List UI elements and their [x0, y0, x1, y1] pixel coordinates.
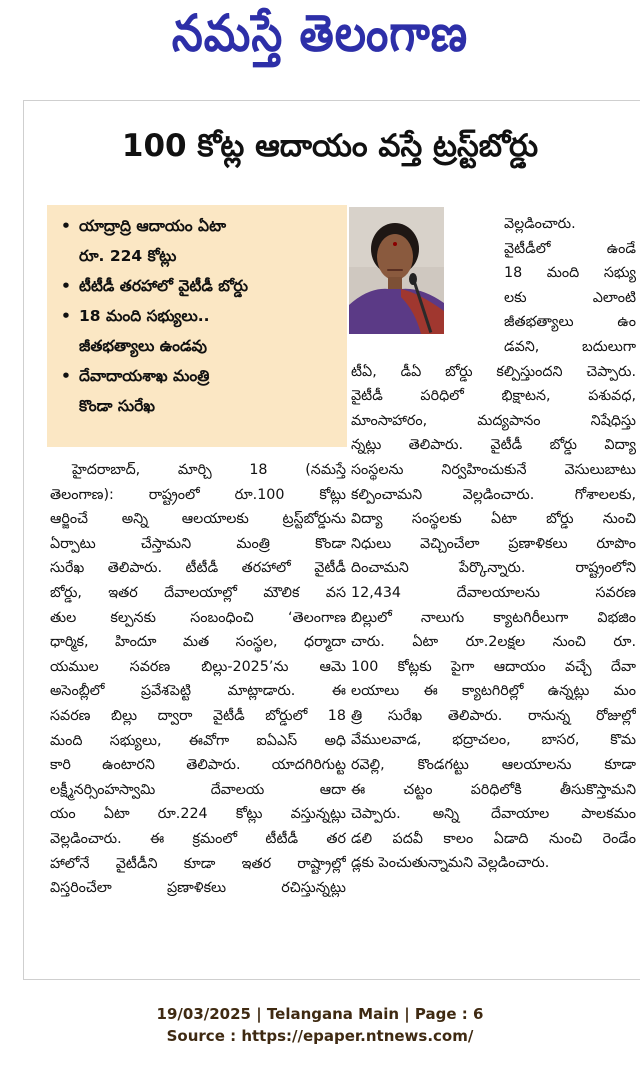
- highlight-line: దేవాదాయశాఖ మంత్రి: [79, 367, 210, 385]
- footer-date-page: 19/03/2025 | Telangana Main | Page : 6: [156, 1005, 484, 1023]
- article-line: వైటీడీలో ఉండే: [504, 240, 636, 257]
- article-body-left: [50, 458, 346, 901]
- bullet-icon: •: [61, 217, 71, 235]
- article-line: తుల కల్పనకు సంబంధించి ‘తెలంగాణ: [50, 609, 346, 626]
- highlight-item: [61, 271, 339, 301]
- footer-source: Source : https://epaper.ntnews.com/: [166, 1027, 474, 1045]
- article-line: రవెల్లి, కొండగట్టు ఆలయాలను కూడా: [351, 757, 636, 774]
- article-line: మాంసాహారం, మద్యపానం నిషేధిస్తు: [351, 412, 636, 429]
- bullet-icon: •: [61, 367, 71, 385]
- article-line: సంస్థలను నిర్వహించుకునే వెసులుబాటు: [351, 461, 636, 478]
- highlight-item: [61, 211, 339, 271]
- highlight-item: [61, 361, 339, 421]
- article-line: విస్తరించేలా ప్రణాళికలు రచిస్తున్నట్లు: [50, 880, 346, 897]
- highlight-line: యాద్రాద్రి ఆదాయం ఏటా: [79, 217, 227, 235]
- article-line: విద్యా సంస్థలకు ఏటా బోర్డు నుంచి: [351, 511, 636, 528]
- bullet-icon: •: [61, 277, 71, 295]
- article-line: 100 కోట్లకు పైగా ఆదాయం వచ్చే దేవా: [351, 658, 636, 675]
- article-line: కారి ఉంటారని తెలిపారు. యాదగిరిగుట్ట: [50, 757, 346, 774]
- article-line: తెలంగాణ): రాష్ట్రంలో రూ.100 కోట్లు: [50, 486, 346, 503]
- highlight-line: టీటీడీ తరహాలో వైటీడీ బోర్డు: [79, 277, 248, 295]
- article-line: చారు. ఏటా రూ.2లక్షల నుంచి రూ.: [351, 634, 636, 651]
- article-line: యం ఏటా రూ.224 కోట్లు వస్తున్నట్లు: [50, 806, 346, 823]
- article-line: జీతభత్యాలు ఉం: [504, 314, 636, 331]
- article-line: అసెంబ్లీలో ప్రవేశపెట్టి మాట్లాడారు. ఈ: [50, 683, 346, 700]
- article-line: సురేఖ తెలిపారు. టీటీడీ తరహాలో వైటీడీ: [50, 560, 346, 577]
- article-line: ధార్మిక, హిందూ మత సంస్థల, ధర్మాదా: [50, 634, 346, 651]
- article-line: సవరణ బిల్లు ద్వారా వైటీడీ బోర్డులో 18: [50, 707, 346, 724]
- footer: [0, 1003, 640, 1047]
- article-line: బిల్లులో నాలుగు క్యాటగిరీలుగా విభజిం: [351, 609, 636, 626]
- highlight-item: [61, 301, 339, 361]
- article-line: చెప్పారు. అన్ని దేవాయాల పాలకమం: [351, 806, 636, 823]
- article-column-wrap: [504, 212, 636, 360]
- article-line: డలి పదవీ కాలం ఏడాది నుంచి రెండేం: [351, 830, 636, 847]
- article-line: వేములవాడ, భద్రాచలం, బాసర, కొమ: [351, 732, 636, 749]
- article-line: న్నట్లు తెలిపారు. వైటీడీ బోర్డు విద్యా: [351, 437, 636, 454]
- article-line: యముల సవరణ బిల్లు-2025’ను ఆమె: [50, 658, 346, 675]
- article-line: వెల్లడించారు.: [504, 216, 576, 232]
- article-line: టీఏ, డీఏ బోర్డు కల్పిస్తుందని చెప్పారు.: [351, 363, 636, 380]
- newspaper-logo: నమస్తే తెలంగాణ: [171, 4, 469, 63]
- highlights-box: [47, 205, 347, 447]
- article-line: ఈ చట్టం పరిధిలోకి తీసుకొస్తామని: [351, 781, 636, 798]
- masthead: [0, 0, 640, 80]
- headline: 100 కోట్ల ఆదాయం వస్తే ట్రస్ట్‌బోర్డు: [121, 128, 539, 164]
- article-line: వైటీడీ పరిధిలో భిక్షాటన, పశువధ,: [351, 388, 636, 405]
- article-line: లక్ష్మీనర్సింహస్వామి దేవాలయ ఆదా: [50, 781, 346, 798]
- article-line: ఆర్జించే అన్ని ఆలయాలకు ట్రస్ట్‌బోర్డును: [50, 511, 346, 528]
- bullet-icon: •: [61, 307, 71, 325]
- article-line: హాలోనే వైటీడీని కూడా ఇతర రాష్ట్రాల్లో: [50, 855, 346, 872]
- article-line: బోర్డు, ఇతర దేవాలయాల్లో మౌలిక వస: [50, 584, 346, 601]
- highlight-line: జీతభత్యాలు ఉండవు: [79, 337, 207, 355]
- article-line: 12,434 దేవాలయాలను సవరణ: [351, 584, 636, 601]
- article-line: లయాలు ఈ క్యాటగిరిల్లో ఉన్నట్లు మం: [351, 683, 636, 700]
- highlight-line: రూ. 224 కోట్లు: [79, 247, 177, 265]
- article-line: కల్పించామని వెల్లడించారు. గోశాలలకు,: [351, 486, 636, 503]
- article-line: డవని, బదులుగా: [504, 338, 636, 355]
- article-line: మంది సభ్యులు, ఈవోగా ఐఏఎస్ అధి: [50, 732, 346, 749]
- article-body-right: [351, 212, 636, 876]
- article-line: లకు ఎలాంటి: [504, 289, 636, 306]
- article-line: నిధులు వెచ్చించేలా ప్రణాళికలు రూపొం: [351, 535, 636, 552]
- article-line: త్రి సురేఖ తెలిపారు. రానున్న రోజుల్లో: [351, 707, 636, 724]
- article-line: ఏర్పాటు చేస్తామని మంత్రి కొండా: [50, 535, 346, 552]
- article-line: 18 మంది సభ్యు: [504, 265, 636, 282]
- highlight-line: 18 మంది సభ్యులు..: [79, 307, 210, 325]
- article-line: డ్లకు పెంచుతున్నామని వెల్లడించారు.: [351, 855, 550, 872]
- article-line: దించామని పేర్కొన్నారు. రాష్ట్రంలోని: [351, 560, 636, 577]
- article-line: వెల్లడించారు. ఈ క్రమంలో టీటీడీ తర: [50, 830, 346, 847]
- article-line: హైదరాబాద్, మార్చి 18 (నమస్తే: [72, 462, 346, 478]
- highlight-line: కొండా సురేఖ: [79, 397, 155, 415]
